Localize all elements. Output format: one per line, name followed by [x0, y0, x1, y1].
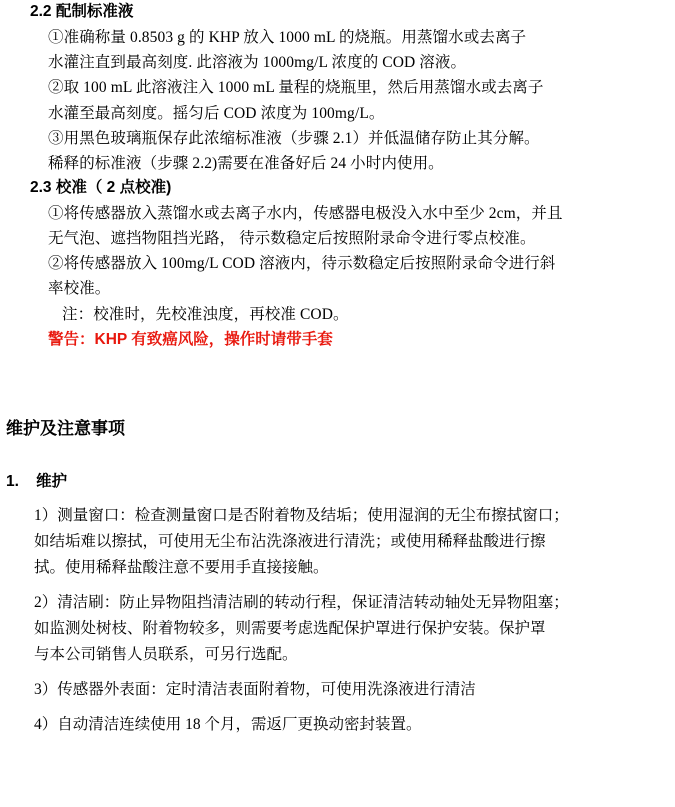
maintenance-paragraph-1	[0, 503, 675, 581]
section-2-3-line-3: ②将传感器放入 100mg/L COD 溶液内，待示数稳定后按照附录命令进行斜	[48, 255, 556, 273]
paragraph-line: 4）自动清洁连续使用 18 个月，需返厂更换动密封装置。	[34, 716, 422, 734]
spacer-large	[0, 352, 675, 414]
section-2-3-line-1: ①将传感器放入蒸馏水或去离子水内，传感器电极没入水中至少 2cm，并且	[48, 205, 563, 223]
section-2-2-line-5: ③用黑色玻璃瓶保存此浓缩标准液（步骤 2.1）并低温储存防止其分解。	[48, 129, 540, 147]
section-2-2-line-2: 水灌注直到最高刻度. 此溶液为 1000mg/L 浓度的 COD 溶液。	[48, 54, 467, 72]
maintenance-paragraph-3	[0, 677, 675, 703]
section-2-2	[0, 0, 675, 176]
maintenance-heading-number: 1.	[6, 472, 19, 490]
section-2-2-line-6: 稀释的标准液（步骤 2.2)需要在准备好后 24 小时内使用。	[48, 154, 444, 172]
section-2-2-line-1: ①准确称量 0.8503 g 的 KHP 放入 1000 mL 的烧瓶。用蒸馏水或去离子	[48, 29, 527, 47]
paragraph-line: 如监测处树枝、附着物较多，则需要考虑选配保护罩进行保护安装。保护罩	[34, 619, 546, 637]
section-2-3-line-4: 率校准。	[48, 280, 111, 298]
paragraph-line: 3）传感器外表面：定时清洁表面附着物，可使用洗涤液进行清洁	[34, 681, 476, 698]
section-2-3-heading: 2.3 校准（ 2 点校准)	[30, 178, 172, 196]
paragraph-line: 拭。使用稀释盐酸注意不要用手直接接触。	[34, 558, 329, 576]
section-2-2-line-3: ②取 100 mL 此溶液注入 1000 mL 量程的烧瓶里，然后用蒸馏水或去离子	[48, 79, 544, 97]
section-2-3-line-2: 无气泡、遮挡物阻挡光路， 待示数稳定后按照附录命令进行零点校准。	[48, 230, 536, 248]
maintenance-paragraph-2	[0, 590, 675, 668]
section-2-2-heading: 2.2 配制标准液	[30, 3, 134, 20]
paragraph-line: 如结垢难以擦拭，可使用无尘布沾洗涤液进行清洗；或使用稀释盐酸进行擦	[34, 532, 546, 550]
section-2-3-note: 注：校准时，先校准浊度，再校准 COD。	[62, 305, 349, 323]
maintenance-heading	[0, 469, 675, 491]
paragraph-line: 与本公司销售人员联系，可另行选配。	[34, 645, 298, 663]
safety-warning: 警告：KHP 有致癌风险，操作时请带手套	[48, 330, 333, 348]
spacer-small	[0, 491, 675, 503]
section-2-3	[0, 176, 675, 352]
maintenance-heading-label: 维护	[36, 472, 68, 490]
spacer-medium	[0, 439, 675, 469]
section-2-2-line-4: 水灌至最高刻度。摇匀后 COD 浓度为 100mg/L。	[48, 104, 385, 122]
chapter-title: 维护及注意事项	[6, 418, 125, 438]
maintenance-paragraph-4	[0, 712, 675, 738]
paragraph-line: 1）测量窗口：检查测量窗口是否附着物及结垢；使用湿润的无尘布擦拭窗口；	[34, 506, 569, 524]
paragraph-line: 2）清洁刷：防止异物阻挡清洁刷的转动行程，保证清洁转动轴处无异物阻塞；	[34, 593, 569, 611]
